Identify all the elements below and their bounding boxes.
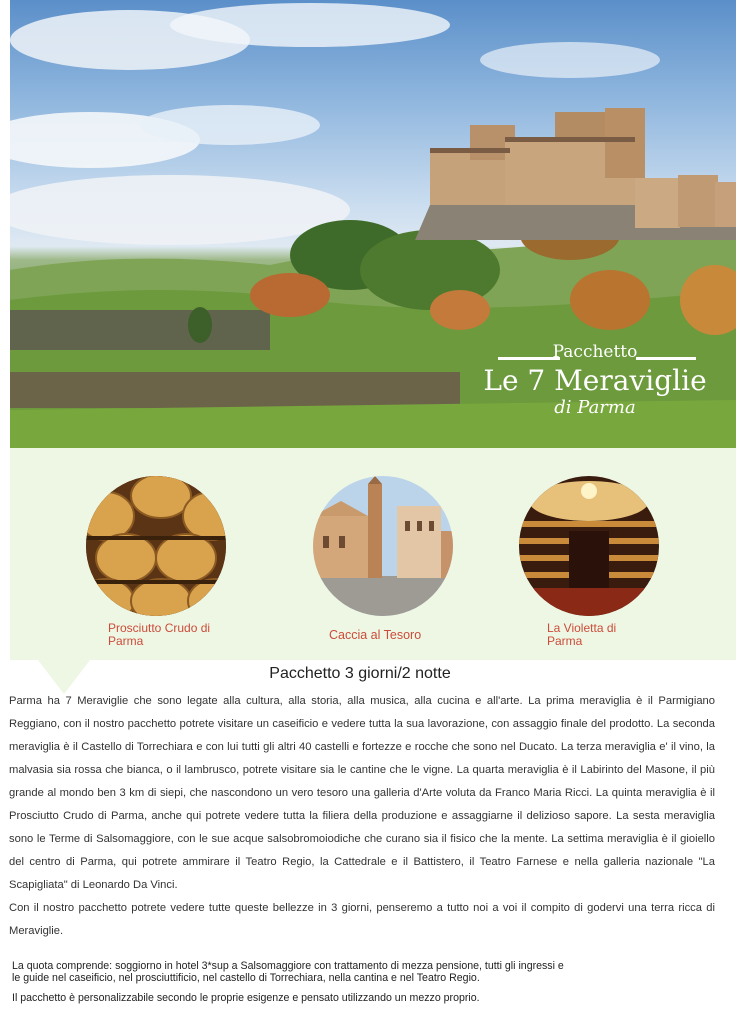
package-title: Pacchetto 3 giorni/2 notte bbox=[269, 665, 451, 682]
hero-subtitle: di Parma bbox=[554, 397, 636, 418]
teatro-regio-interior-photo-icon bbox=[519, 476, 659, 616]
hero-pre-label: Pacchetto bbox=[552, 342, 638, 362]
parmesan-wheels-photo-icon bbox=[86, 476, 226, 616]
card-caccia[interactable] bbox=[313, 476, 453, 616]
card-prosciutto[interactable] bbox=[86, 476, 226, 616]
card-label-caccia[interactable]: Caccia al Tesoro bbox=[329, 628, 422, 642]
description-paragraph-2: Con il nostro pacchetto potrete vedere tutte queste bellezze in 3 giorni, penseremo a tutto noi a voi il compito di godervi una terra ricca di Meraviglie. bbox=[9, 902, 715, 937]
card-violetta[interactable] bbox=[519, 476, 659, 616]
personalization-note: Il pacchetto è personalizzabile secondo le proprie esigenze e pensato utilizzando un mezzo proprio. bbox=[12, 992, 480, 1004]
description-paragraph-1: Parma ha 7 Meraviglie che sono legate alla cultura, alla storia, alla musica, alla cucina e all'arte. La prima meraviglia è il Parmigiano Reggiano, con il nostro pacchetto potrete visitare un caseificio e vedere tutta la sua lavorazione, con assaggio finale del prodotto. La seconda meraviglia è il Castello di Torrechiara e con lui tutti gli altri 40 castelli e fortezze e rocche che sono nel Ducato. La terza meraviglia e' il vino, la malvasia sia rossa che bianca, o il lambrusco, potrete visitare sia le cantine che le vigne. La quarta meraviglia è il Labirinto del Masone, il più grande al mondo ben 3 km di siepi, che nascondono un vero tesoro una galleria d'Arte voluta da Franco Maria Ricci. La quinta meraviglia è il Prosciutto Crudo di Parma, anche qui potrete vedere tutta la filiera della produzione e assaggiarne il delizioso sapore. La sesta meraviglia sono le Terme di Salsomaggiore, con le sue acque salsobromoiodiche che curano sia il fisico che la mente. La settima meraviglia è il gioiello del centro di Parma, qui potrete ammirare il Teatro Regio, la Cattedrale e il Battistero, il Teatro Farnese e nella galleria nazionale "La Scapigliata" di Leonardo Da Vinci. bbox=[9, 695, 715, 891]
hero-title: Le 7 Meraviglie bbox=[483, 364, 707, 397]
quota-included: La quota comprende: soggiorno in hotel 3*sup a Salsomaggiore con trattamento di mezza pensione, tutti gli ingressi e le guide nel caseificio, nel prosciuttificio, nel castello di Torrechiara, nella cantina e nel Teatro Regio. bbox=[12, 960, 564, 984]
parma-cathedral-square-photo-icon bbox=[313, 476, 453, 616]
card-label-prosciutto[interactable]: Prosciutto Crudo di Parma bbox=[108, 621, 211, 648]
hero-title-block bbox=[480, 342, 710, 418]
card-label-violetta[interactable]: La Violetta di Parma bbox=[547, 621, 617, 648]
package-description bbox=[9, 690, 715, 943]
